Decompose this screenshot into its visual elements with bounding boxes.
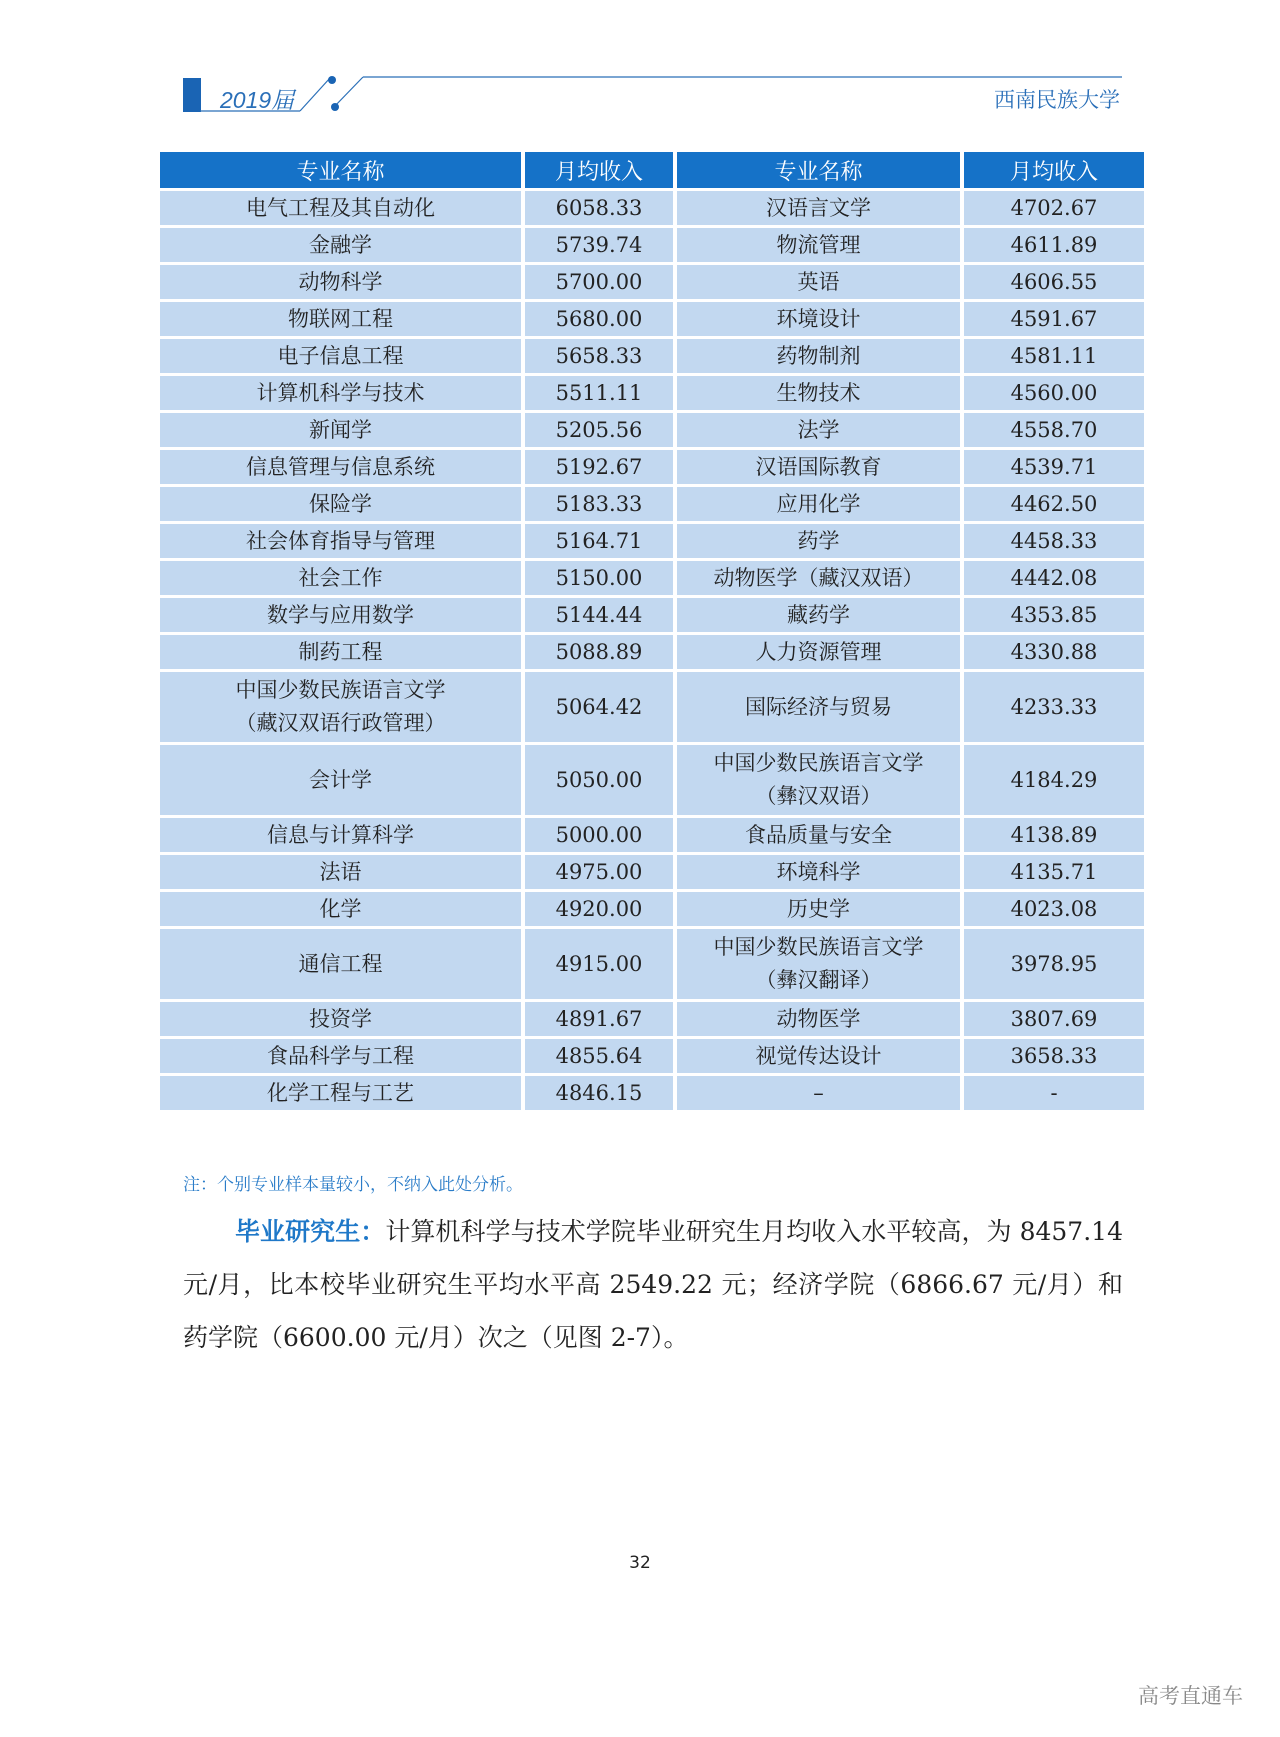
major-name-line: 国际经济与贸易 [745, 694, 892, 719]
income-cell: 5000.00 [525, 818, 673, 852]
major-name-cell [677, 524, 960, 558]
major-name-cell [160, 228, 521, 262]
major-name-cell [677, 1039, 960, 1073]
major-name-cell [677, 598, 960, 632]
major-name-cell [160, 413, 521, 447]
table-row [160, 1002, 1144, 1036]
major-name-cell [677, 228, 960, 262]
major-name-cell [677, 855, 960, 889]
income-cell: 5658.33 [525, 339, 673, 373]
major-name-cell [677, 745, 960, 815]
major-name-cell [160, 635, 521, 669]
table-row [160, 265, 1144, 299]
major-name-cell [160, 487, 521, 521]
major-name-line: 社会体育指导与管理 [246, 529, 435, 553]
table-row [160, 635, 1144, 669]
major-name-cell [160, 191, 521, 225]
major-name-cell [160, 745, 521, 815]
column-header: 专业名称 [160, 152, 521, 188]
major-name-cell [677, 818, 960, 852]
column-header: 月均收入 [964, 152, 1144, 188]
table-row [160, 376, 1144, 410]
income-cell: 4138.89 [964, 818, 1144, 852]
income-cell: 4975.00 [525, 855, 673, 889]
major-name-line: 动物医学（藏汉双语） [713, 566, 924, 590]
major-name-line: 环境科学 [776, 860, 861, 884]
income-cell: 5088.89 [525, 635, 673, 669]
income-cell: 4560.00 [964, 376, 1144, 410]
major-name-line: 藏药学 [787, 603, 850, 627]
major-name-line: 社会工作 [298, 566, 383, 590]
table-row [160, 1039, 1144, 1073]
table-row [160, 855, 1144, 889]
table-row [160, 228, 1144, 262]
major-name-cell [677, 191, 960, 225]
income-cell: 5511.11 [525, 376, 673, 410]
major-name-line: 新闻学 [309, 418, 372, 442]
major-name-cell [160, 672, 521, 742]
income-cell: 4915.00 [525, 929, 673, 999]
income-cell: 4458.33 [964, 524, 1144, 558]
major-name-line: 化学工程与工艺 [267, 1081, 414, 1105]
major-name-cell [677, 376, 960, 410]
income-cell: - [964, 1076, 1144, 1110]
income-cell: 5164.71 [525, 524, 673, 558]
major-name-cell [160, 1002, 521, 1036]
major-name-cell [160, 561, 521, 595]
report-year: 2019届 [220, 87, 295, 113]
major-name-line: 汉语言文学 [766, 196, 871, 220]
major-name-line: 物联网工程 [288, 307, 393, 331]
column-header: 月均收入 [525, 152, 673, 188]
table-row [160, 892, 1144, 926]
major-name-cell [677, 450, 960, 484]
income-cell: 5680.00 [525, 302, 673, 336]
table-row [160, 1076, 1144, 1110]
major-name-cell [677, 487, 960, 521]
income-cell: 5700.00 [525, 265, 673, 299]
major-name-cell [160, 855, 521, 889]
major-name-line: 药学 [797, 529, 840, 553]
major-name-cell [160, 265, 521, 299]
major-name-line: 食品科学与工程 [267, 1044, 414, 1068]
major-name-cell [160, 929, 521, 999]
column-header: 专业名称 [677, 152, 960, 188]
major-name-line: 信息管理与信息系统 [246, 455, 435, 479]
major-name-line: 通信工程 [298, 951, 383, 976]
major-name-line: 人力资源管理 [755, 640, 882, 664]
major-name-cell [160, 376, 521, 410]
major-name-line: 历史学 [787, 897, 850, 921]
major-name-line: 英语 [797, 270, 840, 294]
income-cell: 4855.64 [525, 1039, 673, 1073]
income-cell: 3807.69 [964, 1002, 1144, 1036]
income-cell: 4135.71 [964, 855, 1144, 889]
major-name-line: 数学与应用数学 [267, 603, 414, 627]
income-cell: 3978.95 [964, 929, 1144, 999]
paragraph-body: 计算机科学与技术学院毕业研究生月均收入水平较高，为 8457.14 元/月，比本校毕业研究生平均水平高 2549.22 元；经济学院（6866.67 元/月）和药学院（6600.00 元/月）次之（见图 2-7）。 [183, 1217, 1123, 1352]
major-name-line: 制药工程 [298, 640, 383, 664]
income-cell: 4558.70 [964, 413, 1144, 447]
income-cell: 3658.33 [964, 1039, 1144, 1073]
table-row [160, 598, 1144, 632]
major-name-cell [677, 635, 960, 669]
income-cell: 4330.88 [964, 635, 1144, 669]
major-name-cell [160, 818, 521, 852]
income-cell: 5150.00 [525, 561, 673, 595]
major-name-cell [160, 450, 521, 484]
major-name-cell [160, 339, 521, 373]
major-name-cell [677, 1076, 960, 1110]
major-name-line: 中国少数民族语言文学 [713, 935, 924, 959]
major-name-line: 会计学 [309, 767, 372, 792]
major-name-cell [677, 265, 960, 299]
table-row [160, 487, 1144, 521]
major-name-cell [677, 892, 960, 926]
major-name-line: 生物技术 [776, 381, 861, 405]
major-name-cell [677, 302, 960, 336]
table-row [160, 929, 1144, 999]
income-cell: 5183.33 [525, 487, 673, 521]
major-name-line: 中国少数民族语言文学 [713, 751, 924, 775]
major-name-cell [160, 892, 521, 926]
table-row [160, 745, 1144, 815]
table-row [160, 818, 1144, 852]
income-cell: 4353.85 [964, 598, 1144, 632]
table-header-row [160, 152, 1144, 188]
graduate-paragraph [183, 1205, 1123, 1364]
income-cell: 4611.89 [964, 228, 1144, 262]
income-cell: 5050.00 [525, 745, 673, 815]
major-name-line: 电气工程及其自动化 [246, 196, 435, 220]
major-name-cell [160, 1076, 521, 1110]
school-name: 西南民族大学 [994, 88, 1120, 112]
table-row [160, 524, 1144, 558]
income-cell: 6058.33 [525, 191, 673, 225]
major-name-line: 保险学 [309, 492, 372, 516]
table-row [160, 561, 1144, 595]
income-cell: 4846.15 [525, 1076, 673, 1110]
major-name-line: 动物科学 [298, 270, 383, 294]
major-name-line: 中国少数民族语言文学 [235, 678, 446, 702]
major-name-line: （彝汉双语） [755, 784, 882, 808]
table-row [160, 450, 1144, 484]
major-name-cell [677, 561, 960, 595]
income-cell: 4233.33 [964, 672, 1144, 742]
income-cell: 4606.55 [964, 265, 1144, 299]
table-note: 注：个别专业样本量较小，不纳入此处分析。 [183, 1175, 523, 1195]
major-name-line: 投资学 [309, 1007, 372, 1031]
table-row [160, 413, 1144, 447]
major-name-cell [160, 302, 521, 336]
major-name-line: 环境设计 [776, 307, 861, 331]
major-name-line: （彝汉翻译） [755, 968, 882, 992]
income-cell: 4539.71 [964, 450, 1144, 484]
page-number: 32 [629, 1553, 651, 1573]
income-cell: 5205.56 [525, 413, 673, 447]
major-income-table [156, 149, 1148, 1113]
watermark: 高考直通车 [1138, 1684, 1243, 1708]
income-cell: 4920.00 [525, 892, 673, 926]
major-name-line: 药物制剂 [776, 344, 861, 368]
income-cell: 4591.67 [964, 302, 1144, 336]
major-name-line: 物流管理 [776, 233, 861, 257]
major-name-line: 法学 [797, 418, 840, 442]
income-cell: 4462.50 [964, 487, 1144, 521]
major-name-cell [677, 672, 960, 742]
major-name-cell [160, 524, 521, 558]
table-row [160, 302, 1144, 336]
paragraph-lead: 毕业研究生： [235, 1217, 386, 1246]
major-name-line: 视觉传达设计 [755, 1044, 882, 1068]
major-name-line: 电子信息工程 [277, 344, 404, 368]
major-name-line: 汉语国际教育 [755, 455, 882, 479]
major-name-line: 计算机科学与技术 [256, 381, 425, 405]
table-row [160, 672, 1144, 742]
income-cell: 5144.44 [525, 598, 673, 632]
major-name-cell [160, 1039, 521, 1073]
major-name-cell [677, 413, 960, 447]
income-cell: 5739.74 [525, 228, 673, 262]
income-cell: 4184.29 [964, 745, 1144, 815]
major-name-line: 信息与计算科学 [267, 823, 414, 847]
income-cell: 4891.67 [525, 1002, 673, 1036]
major-name-line: 食品质量与安全 [745, 823, 892, 847]
major-name-line: 法语 [319, 860, 362, 884]
income-cell: 4702.67 [964, 191, 1144, 225]
table-row [160, 191, 1144, 225]
major-name-cell [677, 1002, 960, 1036]
major-name-line: 动物医学 [776, 1007, 861, 1031]
income-cell: 5192.67 [525, 450, 673, 484]
major-name-line: 应用化学 [776, 492, 861, 516]
major-name-cell [677, 929, 960, 999]
major-name-cell [160, 598, 521, 632]
major-name-line: （藏汉双语行政管理） [235, 711, 446, 735]
table-row [160, 339, 1144, 373]
income-cell: 4442.08 [964, 561, 1144, 595]
income-cell: 4581.11 [964, 339, 1144, 373]
major-name-cell [677, 339, 960, 373]
income-cell: 4023.08 [964, 892, 1144, 926]
income-cell: 5064.42 [525, 672, 673, 742]
major-name-line: 金融学 [309, 233, 372, 257]
major-name-line: 化学 [319, 897, 362, 921]
major-name-line: – [813, 1081, 824, 1105]
